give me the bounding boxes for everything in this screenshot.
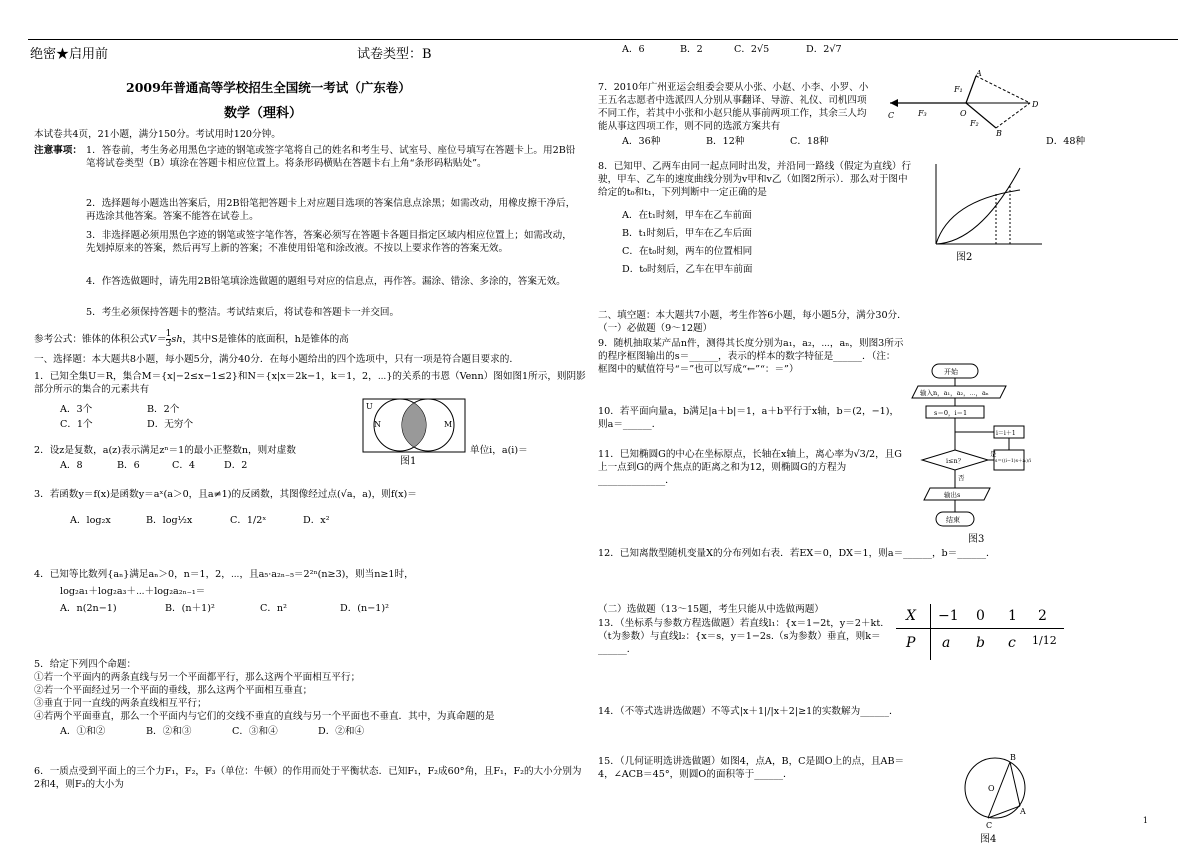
question-10: 10．若平面向量a，b满足|a＋b|＝1，a＋b平行于x轴，b＝(2，−1)，则a＝______． — [598, 406, 900, 430]
table-x-value: 2 — [1038, 608, 1047, 624]
venn-diagram — [362, 398, 468, 466]
flow-init: s＝0，i＝1 — [934, 409, 968, 417]
notice-item: 2．选择题每小题选出答案后，用2B铅笔把答题卡上对应题目选项的答案信息点涂黑；如需改动，用橡皮擦干净后，再选涂其他答案。答案不能答在试卷上。 — [86, 198, 576, 222]
notice-item: 1．答卷前，考生务必用黑色字迹的钢笔或签字笔将自己的姓名和考生号、试室号、座位号填写在答题卡上。用2B铅笔将试卷类型（B）填涂在答题卡相应位置上。将条形码横贴在答题卡右上角“条形码粘贴处”。 — [86, 145, 576, 169]
q6-option-b: B．2 — [680, 44, 703, 55]
q6-option-c: C．2√5 — [734, 44, 770, 55]
formula-pre: 参考公式：锥体的体积公式 — [34, 334, 150, 345]
q8-option-c: C．在t₀时刻，两车的位置相同 — [622, 246, 753, 257]
intro: 本试卷共4页，21小题，满分150分。考试用时120分钟。 — [34, 129, 281, 140]
notice-item: 5．考生必须保持答题卡的整洁。考试结束后，将试卷和答题卡一并交回。 — [86, 307, 400, 318]
question-2: 2．设z是复数，a(z)表示满足zⁿ＝1的最小正整数n，则对虚数 — [34, 445, 296, 456]
flow-update: s＝((i−1)s＋aᵢ)/i — [995, 459, 1031, 464]
q4-option-b: B．(n＋1)² — [165, 603, 215, 614]
table-p-header: P — [906, 635, 916, 651]
flow-yes: 是 — [990, 450, 997, 458]
q5-item: ④若两个平面垂直，那么一个平面内与它们的交线不垂直的直线与另一个平面也不垂直．其中，为真命题的是 — [34, 711, 495, 722]
question-4: 4．已知等比数列{aₙ}满足aₙ＞0，n＝1，2，⋯，且a₅·a₂ₙ₋₅＝2²ⁿ(n≥3)，则当n≥1时， — [34, 569, 414, 580]
question-13: 13．（坐标系与参数方程选做题）若直线l₁：{x＝1−2t，y＝2＋kt.（t为参数）与直线l₂：{x＝s，y＝1−2s.（s为参数）垂直，则k＝______． — [598, 618, 884, 655]
force-label-d: D — [1032, 100, 1039, 109]
question-5: 5．给定下列四个命题： — [34, 659, 137, 670]
circle-figure — [962, 748, 1028, 844]
flow-output: 输出s — [944, 491, 961, 499]
question-11: 11．巳知椭圆G的中心在坐标原点，长轴在x轴上，离心率为√3/2，且G上一点到G的两个焦点的距离之和为12，则椭圆G的方程为______________． — [598, 449, 902, 486]
question-7: 7．2010年广州亚运会组委会要从小张、小赵、小李、小罗、小王五名志愿者中选派四人分别从事翻译、导游、礼仪、司机四项不同工作，若其中小张和小赵只能从事前两项工作，其余三人均能从事这四项工作，则不同的选派方案共有 — [598, 82, 869, 132]
question-15: 15．（几何证明选讲选做题）如图4，点A，B，C是圆O上的点，且AB＝4，∠ACB＝45°，则圆O的面积等于______． — [598, 756, 905, 780]
flow-input: 输入n，a₁，a₂，⋯，aₙ — [920, 389, 989, 397]
q1-option-b: B．2个 — [147, 404, 180, 415]
q3-option-b: B．log½x — [146, 515, 193, 526]
table-p-value: b — [976, 635, 985, 651]
q7-option-a: A．36种 — [622, 136, 661, 147]
section-choice: 一、选择题：本大题共8小题，每小题5分，满分40分．在每小题给出的四个选项中，只有一项是符合题目要求的． — [34, 354, 519, 365]
q7-option-c: C．18种 — [790, 136, 829, 147]
q2-option-b: B．6 — [117, 460, 140, 471]
q5-item: ③垂直于同一直线的两条直线相互平行； — [34, 698, 207, 709]
fig3-caption: 图3 — [968, 534, 985, 545]
notice-item: 4．作答选做题时，请先用2B铅笔填涂选做题的题组号对应的信息点，再作答。漏涂、错涂、多涂的，答案无效。 — [86, 276, 566, 287]
section-fill: 二、填空题：本大题共7小题，考生作答6小题，每小题5分，满分30分． — [598, 310, 907, 321]
q6-option-a: A．6 — [622, 44, 645, 55]
q3-option-c: C．1/2ˣ — [230, 515, 267, 526]
force-label-c: C — [888, 111, 895, 120]
table-x-value: −1 — [938, 608, 959, 624]
flow-increment: i＝i＋1 — [996, 430, 1016, 437]
q1-option-a: A．3个 — [60, 404, 93, 415]
q7-option-b: B．12种 — [706, 136, 745, 147]
fig2-caption: 图2 — [956, 252, 973, 263]
q5-option-a: A．①和② — [60, 726, 106, 737]
table-p-value: a — [942, 635, 951, 651]
q5-option-d: D．②和④ — [318, 726, 365, 737]
svg-text:A: A — [1020, 807, 1026, 816]
flow-cond: i≤n？ — [946, 457, 965, 465]
q5-item: ②若一个平面经过另一个平面的垂线，那么这两个平面相互垂直； — [34, 685, 313, 696]
q6-option-d: D．2√7 — [806, 44, 842, 55]
q4-option-d: D．(n−1)² — [340, 603, 389, 614]
q1-option-c: C．1个 — [60, 419, 93, 430]
force-label-f3: F₃ — [918, 109, 927, 118]
table-x-header: X — [906, 608, 916, 624]
table-p-value: c — [1008, 635, 1016, 651]
venn-u-label: U — [366, 402, 373, 411]
flowchart — [910, 360, 1031, 546]
table-p-value: 1/12 — [1032, 634, 1057, 647]
page-title: 2009年普通高等学校招生全国统一考试（广东卷） — [126, 80, 411, 95]
force-label-f1: F₁ — [954, 85, 963, 94]
formula-post: ，其中S是锥体的底面积，h是锥体的高 — [182, 334, 349, 345]
page-subtitle: 数学（理科） — [224, 106, 303, 121]
q8-option-d: D．t₀时刻后，乙车在甲车前面 — [622, 264, 753, 275]
notice-label: 注意事项： — [34, 145, 82, 156]
q8-option-b: B．t₁时刻后，甲车在乙车后面 — [622, 228, 752, 239]
header-rule — [28, 39, 1178, 40]
header-left: 绝密★启用前 — [30, 47, 109, 62]
distribution-table — [896, 604, 1064, 660]
q1-option-d: D．无穷个 — [147, 419, 194, 430]
question-2-tail: 单位i，a(i)＝ — [470, 445, 528, 456]
flow-no: 否 — [958, 474, 965, 482]
page-number: 1 — [1142, 816, 1148, 826]
question-3: 3．若函数y＝f(x)是函数y＝aˣ(a＞0，且a≠1)的反函数，其图像经过点(√a，a)，则f(x)＝ — [34, 489, 417, 500]
fig4-caption: 图4 — [980, 834, 997, 845]
force-label-b: B — [996, 129, 1002, 138]
q8-option-a: A．在t₁时刻，甲车在乙车前面 — [622, 210, 752, 221]
q3-option-d: D．x² — [303, 515, 330, 526]
q4-option-c: C．n² — [260, 603, 287, 614]
fig1-caption: 图1 — [400, 456, 417, 467]
table-x-value: 0 — [976, 608, 985, 624]
q7-option-d: D．48种 — [1046, 136, 1086, 147]
svg-text:O: O — [988, 784, 995, 793]
section-required: （一）必做题（9～12题） — [598, 323, 713, 334]
flow-start: 开始 — [944, 368, 958, 376]
question-6: 6．一质点受到平面上的三个力F₁，F₂，F₃（单位：牛顿）的作用而处于平衡状态．已知F₁，F₂成60°角，且F₁，F₂的大小分别为2和4，则F₃的大小为 — [34, 766, 582, 790]
q2-option-d: D．2 — [224, 460, 248, 471]
question-12: 12．已知离散型随机变量X的分布列如右表．若EX＝0，DX＝1，则a＝______，b＝______． — [598, 548, 996, 559]
force-diagram — [884, 68, 1042, 138]
q4-option-a: A．n(2n−1) — [60, 603, 117, 614]
svg-text:C: C — [986, 821, 993, 830]
q5-item: ①若一个平面内的两条直线与另一个平面都平行，那么这两个平面相互平行； — [34, 672, 361, 683]
section-optional: （二）选做题（13～15题，考生只能从中选做两题） — [598, 604, 824, 615]
question-1: 1．已知全集U＝R，集合M＝{x|−2≤x−1≤2}和N＝{x|x＝2k−1，k＝1，2，⋯}的关系的韦恩（Venn）图如图1所示，则阴影部分所示的集合的元素共有 — [34, 371, 586, 395]
force-label-o: O — [960, 109, 967, 118]
q2-option-a: A．8 — [60, 460, 83, 471]
q3-option-a: A．log₂x — [70, 515, 111, 526]
q4-expression: log₂a₁＋log₂a₃＋⋯＋log₂a₂ₙ₋₁＝ — [60, 586, 206, 597]
question-8: 8．已知甲、乙两车由同一起点同时出发，并沿同一路线（假定为直线）行驶，甲车、乙车的速度曲线分别为v甲和v乙（如图2所示）．那么对于图中给定的t₀和t₁，下列判断中一定正确的是 — [598, 161, 912, 198]
svg-text:B: B — [1010, 753, 1016, 762]
flow-end: 结束 — [946, 516, 960, 524]
table-x-value: 1 — [1008, 608, 1017, 624]
notice-item: 3．非选择题必须用黑色字迹的钢笔或签字笔作答，答案必须写在答题卡各题目指定区域内相应位置上；如需改动，先划掉原来的答案，然后再写上新的答案；不准使用铅笔和涂改液。不按以上要求作答的答案无效。 — [86, 230, 572, 254]
header-type: 试卷类型：B — [357, 47, 432, 62]
formula-line: 参考公式：锥体的体积公式V＝ $\frac{1}{3}$ sh，其中S是锥体的底面积，h是锥体的高 — [34, 329, 349, 349]
velocity-graph — [920, 160, 1048, 264]
q5-option-c: C．③和④ — [232, 726, 278, 737]
venn-n-label: N — [374, 420, 381, 429]
venn-m-label: M — [444, 420, 453, 429]
q5-option-b: B．②和③ — [146, 726, 192, 737]
q2-option-c: C．4 — [172, 460, 196, 471]
force-label-f2: F₂ — [970, 119, 979, 128]
question-14: 14．（不等式选讲选做题）不等式|x＋1|/|x＋2|≥1的实数解为______． — [598, 706, 899, 717]
force-label-a: A — [976, 69, 982, 78]
question-9: 9．随机抽取某产品n件，测得其长度分别为a₁，a₂，⋯，aₙ，则图3所示的程序框图输出的s＝______，表示的样本的数字特征是______．（注：框图中的赋值符号“＝”也可以写成“←”“：＝”） — [598, 338, 904, 375]
